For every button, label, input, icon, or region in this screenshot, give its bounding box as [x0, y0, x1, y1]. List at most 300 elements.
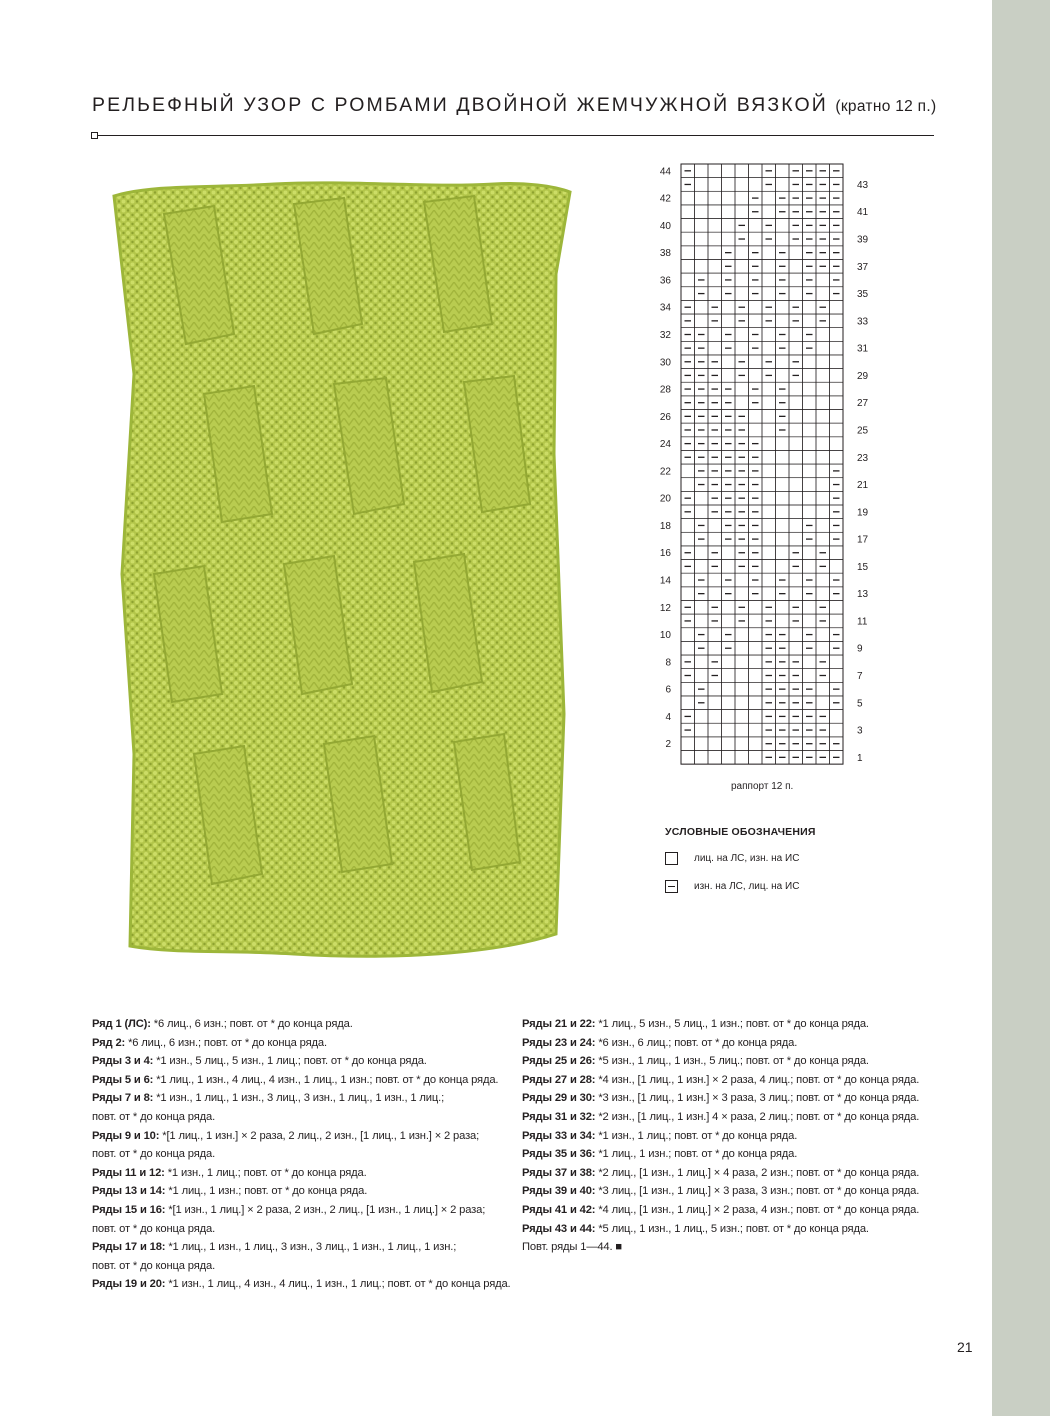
chart-cell	[789, 314, 803, 328]
chart-cell	[816, 573, 830, 587]
chart-cell	[762, 369, 776, 383]
chart-cell	[830, 423, 844, 437]
instruction-line	[522, 1015, 919, 1034]
instruction-line	[92, 1275, 511, 1294]
chart-cell	[749, 682, 763, 696]
chart-cell	[708, 178, 722, 192]
instruction-line	[92, 1052, 511, 1071]
page-number: 21	[957, 1339, 973, 1355]
chart-cell	[789, 205, 803, 219]
chart-grid	[681, 164, 843, 764]
chart-cell	[762, 328, 776, 342]
chart-cell	[722, 478, 736, 492]
instruction-text: *1 лиц., 1 изн., 1 лиц., 3 изн., 3 лиц., 1 изн., 1 лиц., 1 изн.;	[165, 1241, 457, 1254]
chart-cell	[735, 710, 749, 724]
chart-cell	[803, 614, 817, 628]
instruction-line	[522, 1052, 919, 1071]
chart-cell	[776, 164, 790, 178]
instruction-line	[522, 1201, 919, 1220]
instruction-line	[92, 1220, 511, 1239]
chart-cell	[762, 287, 776, 301]
instruction-row-label: Ряды 31 и 32:	[522, 1110, 596, 1123]
chart-cell	[789, 587, 803, 601]
chart-cell	[762, 178, 776, 192]
chart-cell	[816, 560, 830, 574]
chart-cell	[762, 273, 776, 287]
chart-cell	[695, 205, 709, 219]
chart-cell	[816, 396, 830, 410]
row-number-label: 16	[659, 548, 671, 560]
chart-cell	[735, 164, 749, 178]
chart-cell	[803, 600, 817, 614]
row-number-label: 13	[857, 589, 869, 601]
instruction-line	[92, 1145, 511, 1164]
chart-cell	[803, 259, 817, 273]
chart-cell	[803, 300, 817, 314]
chart-cell	[681, 614, 695, 628]
chart-cell	[749, 723, 763, 737]
chart-cell	[681, 314, 695, 328]
chart-cell	[722, 382, 736, 396]
chart-cell	[816, 751, 830, 765]
chart-cell	[708, 464, 722, 478]
chart-cell	[816, 382, 830, 396]
chart-cell	[789, 437, 803, 451]
row-number-label: 8	[665, 657, 671, 669]
chart-cell	[749, 328, 763, 342]
chart-cell	[722, 682, 736, 696]
chart-cell	[776, 205, 790, 219]
chart-cell	[722, 710, 736, 724]
chart-cell	[762, 696, 776, 710]
chart-cell	[722, 519, 736, 533]
chart-cell	[816, 259, 830, 273]
chart-cell	[789, 505, 803, 519]
chart-cell	[830, 587, 844, 601]
instructions-left-column	[92, 1015, 511, 1294]
chart-cell	[789, 710, 803, 724]
chart-cell	[722, 450, 736, 464]
chart-cell	[762, 573, 776, 587]
chart-cell	[708, 300, 722, 314]
chart-cell	[681, 573, 695, 587]
chart-cell	[735, 723, 749, 737]
chart-cell	[681, 178, 695, 192]
chart-cell	[749, 478, 763, 492]
row-number-label: 36	[659, 275, 671, 287]
chart-cell	[749, 341, 763, 355]
chart-cell	[789, 355, 803, 369]
chart-cell	[830, 696, 844, 710]
chart-cell	[681, 519, 695, 533]
chart-cell	[816, 164, 830, 178]
chart-cell	[830, 369, 844, 383]
instruction-line	[522, 1220, 919, 1239]
chart-cell	[776, 232, 790, 246]
chart-cell	[789, 232, 803, 246]
chart-cell	[803, 491, 817, 505]
chart-cell	[789, 751, 803, 765]
chart-cell	[776, 491, 790, 505]
row-number-label: 4	[665, 711, 671, 723]
chart-cell	[695, 287, 709, 301]
chart-cell	[681, 655, 695, 669]
chart-cell	[749, 164, 763, 178]
chart-cell	[762, 723, 776, 737]
chart-cell	[830, 300, 844, 314]
chart-cell	[776, 314, 790, 328]
chart-cell	[708, 437, 722, 451]
chart-cell	[695, 532, 709, 546]
chart-cell	[762, 464, 776, 478]
chart-cell	[735, 641, 749, 655]
chart-cell	[681, 600, 695, 614]
chart-cell	[735, 382, 749, 396]
chart-cell	[722, 232, 736, 246]
instruction-text: Повт. ряды 1—44. ■	[522, 1241, 623, 1254]
chart-cell	[695, 723, 709, 737]
chart-cell	[722, 600, 736, 614]
chart-cell	[708, 164, 722, 178]
instruction-line	[522, 1034, 919, 1053]
instruction-row-label: Ряды 21 и 22:	[522, 1018, 596, 1030]
chart-cell	[735, 396, 749, 410]
instruction-row-label: Ряды 13 и 14:	[92, 1185, 166, 1198]
chart-cell	[735, 410, 749, 424]
row-number-label: 33	[857, 316, 869, 328]
row-number-label: 27	[857, 398, 869, 410]
chart-cell	[749, 246, 763, 260]
chart-cell	[722, 287, 736, 301]
rapport-label: раппорт 12 п.	[731, 781, 794, 792]
chart-cell	[816, 423, 830, 437]
instruction-row-label: Ряды 25 и 26:	[522, 1055, 596, 1068]
row-number-label: 23	[857, 452, 869, 464]
instruction-line	[92, 1127, 511, 1146]
chart-cell	[762, 532, 776, 546]
chart-cell	[789, 328, 803, 342]
chart-cell	[708, 259, 722, 273]
chart-cell	[695, 628, 709, 642]
instruction-line	[92, 1164, 511, 1183]
chart-cell	[803, 641, 817, 655]
chart-cell	[816, 478, 830, 492]
chart-cell	[749, 600, 763, 614]
chart-cell	[776, 396, 790, 410]
chart-cell	[816, 628, 830, 642]
legend-purl-text: изн. на ЛС, лиц. на ИС	[694, 880, 800, 892]
chart-cell	[735, 682, 749, 696]
chart-cell	[735, 191, 749, 205]
instruction-row-label: Ряды 7 и 8:	[92, 1092, 154, 1105]
chart-cell	[722, 328, 736, 342]
instruction-row-label: Ряды 3 и 4:	[92, 1055, 154, 1068]
chart-cell	[735, 751, 749, 765]
chart-cell	[816, 737, 830, 751]
row-number-label: 29	[857, 370, 869, 382]
row-number-label: 6	[665, 684, 671, 696]
chart-cell	[695, 751, 709, 765]
chart-cell	[708, 450, 722, 464]
chart-cell	[695, 464, 709, 478]
instruction-row-label: Ряды 19 и 20:	[92, 1278, 166, 1291]
chart-cell	[749, 532, 763, 546]
chart-cell	[762, 478, 776, 492]
chart-cell	[749, 464, 763, 478]
chart-cell	[776, 191, 790, 205]
chart-cell	[735, 491, 749, 505]
instruction-line	[522, 1108, 919, 1127]
chart-cell	[816, 600, 830, 614]
row-number-label: 3	[857, 725, 863, 737]
chart-cell	[681, 328, 695, 342]
page-edge-tab	[992, 0, 1050, 1416]
chart-cell	[789, 246, 803, 260]
instruction-text: *[1 лиц., 1 изн.] × 2 раза, 2 лиц., 2 изн., [1 лиц., 1 изн.] × 2 раза;	[159, 1129, 480, 1142]
instruction-line	[92, 1201, 511, 1220]
chart-cell	[722, 546, 736, 560]
row-number-label: 1	[857, 752, 863, 764]
chart-cell	[708, 532, 722, 546]
chart-cell	[789, 614, 803, 628]
chart-cell	[789, 696, 803, 710]
chart-cell	[681, 273, 695, 287]
chart-cell	[695, 669, 709, 683]
chart-cell	[803, 737, 817, 751]
chart-cell	[681, 505, 695, 519]
chart-cell	[681, 628, 695, 642]
row-number-label: 37	[857, 261, 869, 273]
chart-cell	[816, 532, 830, 546]
chart-cell	[816, 287, 830, 301]
chart-cell	[708, 382, 722, 396]
chart-cell	[695, 437, 709, 451]
chart-cell	[681, 410, 695, 424]
instruction-row-label: Ряды 35 и 36:	[522, 1148, 596, 1161]
chart-cell	[762, 191, 776, 205]
instruction-text: повт. от * до конца ряда.	[92, 1222, 216, 1235]
chart-cell	[789, 464, 803, 478]
chart-cell	[722, 259, 736, 273]
chart-cell	[695, 505, 709, 519]
chart-cell	[749, 178, 763, 192]
chart-cell	[803, 450, 817, 464]
chart-cell	[803, 587, 817, 601]
chart-cell	[789, 300, 803, 314]
chart-cell	[708, 573, 722, 587]
chart-cell	[695, 369, 709, 383]
title-main: РЕЛЬЕФНЫЙ УЗОР С РОМБАМИ ДВОЙНОЙ ЖЕМЧУЖНОЙ ВЯЗКОЙ	[92, 94, 828, 116]
chart-cell	[695, 450, 709, 464]
chart-cell	[789, 369, 803, 383]
chart-cell	[722, 423, 736, 437]
chart-cell	[803, 369, 817, 383]
chart-cell	[695, 178, 709, 192]
chart-cell	[776, 560, 790, 574]
chart-cell	[803, 205, 817, 219]
instruction-line	[92, 1089, 511, 1108]
chart-cell	[708, 219, 722, 233]
chart-cell	[695, 600, 709, 614]
chart-cell	[708, 478, 722, 492]
chart-cell	[830, 669, 844, 683]
instruction-text: *[1 изн., 1 лиц.] × 2 раза, 2 изн., 2 лиц., [1 изн., 1 лиц.] × 2 раза;	[165, 1203, 486, 1216]
chart-cell	[762, 655, 776, 669]
chart-cell	[708, 232, 722, 246]
chart-cell	[762, 410, 776, 424]
chart-cell	[776, 355, 790, 369]
chart-cell	[722, 587, 736, 601]
chart-cell	[830, 341, 844, 355]
row-number-label: 26	[659, 411, 671, 423]
chart-cell	[830, 505, 844, 519]
chart-cell	[681, 246, 695, 260]
row-number-label: 14	[659, 575, 671, 587]
chart-cell	[789, 723, 803, 737]
chart-cell	[722, 191, 736, 205]
chart-cell	[708, 328, 722, 342]
instruction-row-label: Ряд 2:	[92, 1036, 126, 1049]
chart-cell	[803, 164, 817, 178]
chart-cell	[735, 423, 749, 437]
instruction-row-label: Ряды 41 и 42:	[522, 1203, 596, 1216]
chart-cell	[816, 300, 830, 314]
chart-cell	[762, 437, 776, 451]
chart-cell	[830, 614, 844, 628]
title-rule	[94, 135, 934, 136]
chart-cell	[722, 396, 736, 410]
chart-cell	[776, 682, 790, 696]
chart-cell	[722, 437, 736, 451]
chart-cell	[681, 723, 695, 737]
legend-knit-text: лиц. на ЛС, изн. на ИС	[694, 852, 800, 864]
chart-cell	[816, 519, 830, 533]
chart-cell	[762, 641, 776, 655]
chart-cell	[830, 723, 844, 737]
instructions-right-column	[522, 1015, 919, 1257]
legend-item-purl	[665, 879, 799, 893]
chart-cell	[830, 478, 844, 492]
chart-cell	[681, 369, 695, 383]
row-number-label: 21	[857, 480, 869, 492]
instruction-text: *6 лиц., 6 изн.; повт. от * до конца ряда.	[125, 1036, 327, 1049]
chart-cell	[789, 410, 803, 424]
chart-cell	[681, 396, 695, 410]
row-number-label: 5	[857, 698, 863, 710]
chart-cell	[789, 450, 803, 464]
chart-cell	[789, 600, 803, 614]
chart-cell	[803, 232, 817, 246]
chart-cell	[776, 369, 790, 383]
chart-cell	[762, 259, 776, 273]
chart-even-row-labels	[660, 166, 672, 750]
chart-cell	[708, 396, 722, 410]
chart-cell	[681, 587, 695, 601]
chart-cell	[776, 573, 790, 587]
chart-cell	[749, 369, 763, 383]
instruction-row-label: Ряды 29 и 30:	[522, 1092, 596, 1105]
chart-cell	[762, 232, 776, 246]
instruction-text: *1 лиц., 1 изн., 4 лиц., 4 изн., 1 лиц., 1 изн.; повт. от * до конца ряда.	[153, 1073, 499, 1086]
instruction-line	[92, 1182, 511, 1201]
chart-cell	[722, 655, 736, 669]
instruction-text: *6 лиц., 6 изн.; повт. от * до конца ряда.	[150, 1018, 353, 1030]
chart-cell	[722, 464, 736, 478]
chart-cell	[695, 423, 709, 437]
instruction-line	[92, 1034, 511, 1053]
chart-cell	[749, 491, 763, 505]
chart-cell	[816, 669, 830, 683]
instruction-row-label: Ряды 39 и 40:	[522, 1185, 596, 1198]
chart-cell	[776, 519, 790, 533]
instruction-row-label: Ряды 27 и 28:	[522, 1073, 596, 1086]
chart-cell	[681, 737, 695, 751]
chart-cell	[830, 710, 844, 724]
chart-cell	[681, 164, 695, 178]
chart-cell	[803, 328, 817, 342]
chart-cell	[789, 259, 803, 273]
chart-cell	[776, 600, 790, 614]
row-number-label: 2	[665, 739, 671, 751]
chart-cell	[749, 560, 763, 574]
chart-cell	[681, 532, 695, 546]
chart-cell	[789, 573, 803, 587]
chart-cell	[816, 464, 830, 478]
instruction-text: *6 изн., 6 лиц.; повт. от * до конца ряда.	[595, 1036, 798, 1049]
instruction-text: *2 лиц., [1 изн., 1 лиц.] × 4 раза, 2 изн.; повт. от * до конца ряда.	[595, 1166, 920, 1179]
chart-cell	[695, 696, 709, 710]
chart-cell	[816, 219, 830, 233]
chart-cell	[681, 464, 695, 478]
chart-cell	[830, 655, 844, 669]
chart-cell	[830, 191, 844, 205]
chart-cell	[789, 191, 803, 205]
chart-cell	[789, 382, 803, 396]
chart-cell	[695, 478, 709, 492]
instruction-line	[92, 1238, 511, 1257]
chart-cell	[735, 259, 749, 273]
chart-cell	[708, 669, 722, 683]
chart-cell	[830, 273, 844, 287]
chart-cell	[735, 300, 749, 314]
chart-cell	[830, 573, 844, 587]
chart-cell	[722, 355, 736, 369]
chart-cell	[695, 341, 709, 355]
chart-cell	[708, 491, 722, 505]
chart-cell	[830, 600, 844, 614]
chart-cell	[722, 300, 736, 314]
chart-cell	[708, 191, 722, 205]
chart-cell	[830, 437, 844, 451]
chart-cell	[803, 655, 817, 669]
instruction-row-label: Ряды 43 и 44:	[522, 1222, 596, 1235]
chart-cell	[803, 219, 817, 233]
chart-cell	[735, 696, 749, 710]
chart-cell	[695, 164, 709, 178]
chart-cell	[789, 628, 803, 642]
chart-cell	[789, 737, 803, 751]
chart-cell	[735, 560, 749, 574]
instruction-text: повт. от * до конца ряда.	[92, 1148, 216, 1161]
row-number-label: 25	[857, 425, 869, 437]
knitted-swatch-photo	[94, 154, 606, 980]
row-number-label: 43	[857, 179, 869, 191]
chart-cell	[789, 273, 803, 287]
chart-cell	[695, 382, 709, 396]
chart-cell	[803, 532, 817, 546]
instruction-text: повт. от * до конца ряда.	[92, 1259, 216, 1272]
chart-cell	[735, 246, 749, 260]
